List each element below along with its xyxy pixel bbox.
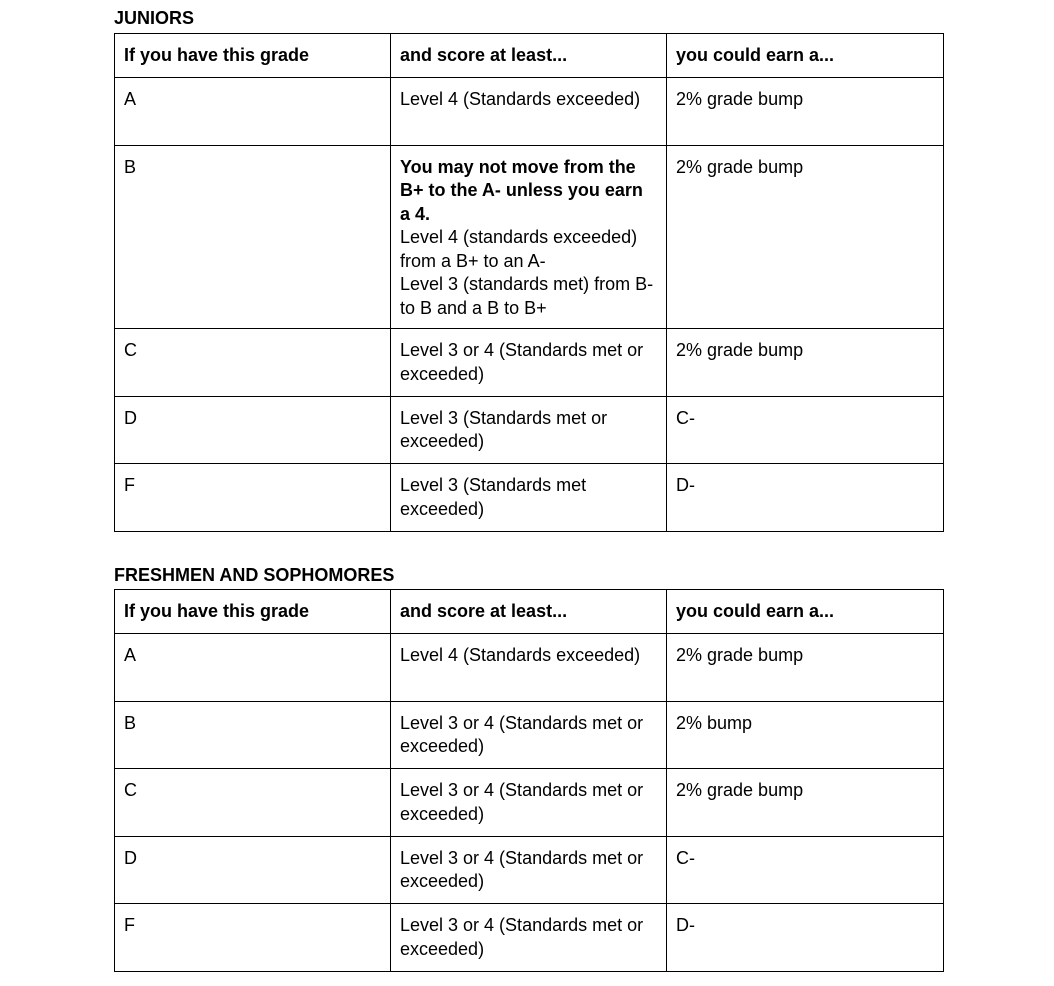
earn-cell: C- <box>667 396 944 464</box>
grade-cell: B <box>115 145 391 329</box>
score-cell <box>391 145 667 329</box>
earn-cell: 2% grade bump <box>667 329 944 397</box>
earn-cell: 2% grade bump <box>667 634 944 702</box>
earn-cell: 2% grade bump <box>667 78 944 146</box>
juniors-section-title: JUNIORS <box>114 8 195 28</box>
score-cell: Level 3 or 4 (Standards met or exceeded) <box>391 701 667 769</box>
header-current-grade: If you have this grade <box>115 590 391 634</box>
grade-cell: A <box>115 78 391 146</box>
earn-cell: C- <box>667 836 944 904</box>
table-row <box>115 769 944 837</box>
header-reward: you could earn a... <box>667 590 944 634</box>
grade-cell: C <box>115 769 391 837</box>
score-cell: Level 3 (Standards met exceeded) <box>391 464 667 532</box>
table-row <box>115 464 944 532</box>
score-rule-line: Level 4 (standards exceeded) from a B+ to an A- <box>400 227 638 271</box>
header-current-grade: If you have this grade <box>115 34 391 78</box>
grade-cell: C <box>115 329 391 397</box>
table-row <box>115 78 944 146</box>
score-rule-line: Level 3 (standards met) from B- to B and a B to B+ <box>400 274 654 318</box>
score-cell: Level 3 or 4 (Standards met or exceeded) <box>391 836 667 904</box>
table-row <box>115 701 944 769</box>
earn-cell: 2% grade bump <box>667 769 944 837</box>
grade-cell: D <box>115 396 391 464</box>
earn-cell: D- <box>667 464 944 532</box>
table-header-row <box>115 590 944 634</box>
table-row <box>115 904 944 972</box>
earn-cell: 2% grade bump <box>667 145 944 329</box>
grade-cell: F <box>115 904 391 972</box>
table-header-row <box>115 34 944 78</box>
juniors-grade-table <box>114 33 944 532</box>
earn-cell: D- <box>667 904 944 972</box>
score-cell: Level 3 (Standards met or exceeded) <box>391 396 667 464</box>
score-restriction-note: You may not move from the B+ to the A- unless you earn a 4. <box>400 156 643 224</box>
header-reward: you could earn a... <box>667 34 944 78</box>
table-row <box>115 396 944 464</box>
table-row <box>115 836 944 904</box>
earn-cell: 2% bump <box>667 701 944 769</box>
freshmen-sophomores-section-title: FRESHMEN AND SOPHOMORES <box>114 565 395 585</box>
score-cell: Level 4 (Standards exceeded) <box>391 634 667 702</box>
table-row <box>115 634 944 702</box>
grade-cell: D <box>115 836 391 904</box>
score-cell: Level 3 or 4 (Standards met or exceeded) <box>391 904 667 972</box>
score-cell: Level 4 (Standards exceeded) <box>391 78 667 146</box>
grade-cell: F <box>115 464 391 532</box>
grade-cell: B <box>115 701 391 769</box>
score-cell: Level 3 or 4 (Standards met or exceeded) <box>391 769 667 837</box>
grade-cell: A <box>115 634 391 702</box>
table-row <box>115 329 944 397</box>
freshmen-sophomores-grade-table <box>114 589 944 972</box>
header-minimum-score: and score at least... <box>391 590 667 634</box>
header-minimum-score: and score at least... <box>391 34 667 78</box>
score-cell: Level 3 or 4 (Standards met or exceeded) <box>391 329 667 397</box>
table-row <box>115 145 944 329</box>
